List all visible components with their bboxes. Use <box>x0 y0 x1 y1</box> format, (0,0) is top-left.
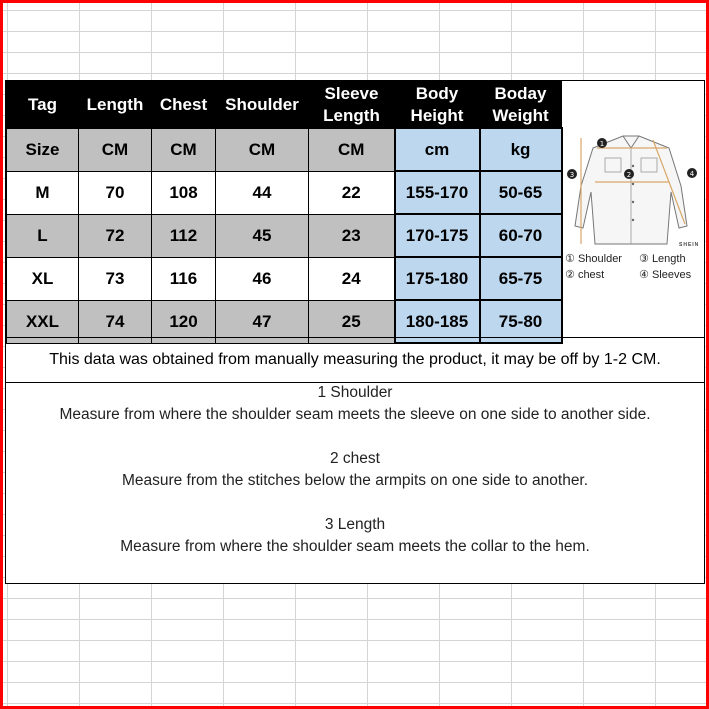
instruction-shoulder <box>6 382 704 426</box>
table-cell: 116 <box>152 257 216 300</box>
header-tag: Tag <box>7 82 79 129</box>
unit-cell: CM <box>309 128 395 171</box>
table-cell: 180-185 <box>395 300 480 343</box>
unit-cell: CM <box>216 128 309 171</box>
table-row <box>7 171 562 214</box>
legend-sleeves: ④ Sleeves <box>639 269 692 281</box>
instruction-title: 3 Length <box>324 516 386 533</box>
table-cell: 120 <box>152 300 216 343</box>
table-cell: L <box>7 214 79 257</box>
table-cell: 70 <box>79 171 152 214</box>
table-cell: 25 <box>309 300 395 343</box>
svg-text:3: 3 <box>569 171 575 179</box>
svg-text:4: 4 <box>689 170 695 178</box>
header-shoulder: Shoulder <box>216 82 309 129</box>
header-length: Length <box>79 82 152 129</box>
table-cell: 24 <box>309 257 395 300</box>
table-cell: 112 <box>152 214 216 257</box>
unit-cell: kg <box>480 128 562 171</box>
header-chest: Chest <box>152 82 216 129</box>
table-cell: 44 <box>216 171 309 214</box>
measuring-instructions <box>6 382 704 580</box>
instruction-chest <box>6 448 704 492</box>
svg-text:2: 2 <box>626 171 632 179</box>
table-cell: 155-170 <box>395 171 480 214</box>
size-table <box>6 81 563 344</box>
header-body-weight: Boday Weight <box>480 82 562 129</box>
unit-cell: cm <box>395 128 480 171</box>
unit-cell: CM <box>79 128 152 171</box>
table-cell: 23 <box>309 214 395 257</box>
table-cell: 65-75 <box>480 257 562 300</box>
table-row <box>7 257 562 300</box>
table-cell: 50-65 <box>480 171 562 214</box>
svg-text:1: 1 <box>599 140 605 148</box>
measurement-disclaimer: This data was obtained from manually measuring the product, it may be off by 1-2 CM. <box>6 337 704 383</box>
brand-label: SHEIN <box>679 242 700 248</box>
table-cell: 60-70 <box>480 214 562 257</box>
table-cell: M <box>7 171 79 214</box>
table-cell: 22 <box>309 171 395 214</box>
table-cell: 72 <box>79 214 152 257</box>
instruction-text: Measure from where the shoulder seam meets the collar to the hem. <box>120 538 590 555</box>
instruction-text: Measure from where the shoulder seam meets the sleeve on one side to another side. <box>59 406 651 423</box>
table-cell: XL <box>7 257 79 300</box>
table-cell: 45 <box>216 214 309 257</box>
header-body-height: Body Height <box>395 82 480 129</box>
unit-cell: Size <box>7 128 79 171</box>
table-cell: 75-80 <box>480 300 562 343</box>
legend-chest: ② chest <box>565 269 605 281</box>
unit-cell: CM <box>152 128 216 171</box>
size-chart-sheet <box>5 80 705 584</box>
table-cell: 175-180 <box>395 257 480 300</box>
table-cell: 46 <box>216 257 309 300</box>
legend-shoulder: ① Shoulder <box>565 253 622 265</box>
table-cell: 73 <box>79 257 152 300</box>
table-unit-row <box>7 128 562 171</box>
table-cell: 47 <box>216 300 309 343</box>
table-row <box>7 214 562 257</box>
shirt-icon <box>561 126 701 251</box>
instruction-title: 2 chest <box>330 450 380 467</box>
instruction-title: 1 Shoulder <box>317 384 393 401</box>
header-sleeve-length: Sleeve Length <box>309 82 395 129</box>
instruction-text: Measure from the stitches below the armpits on one side to another. <box>121 472 589 489</box>
table-header-row <box>7 82 562 129</box>
legend-length: ③ Length <box>639 253 686 265</box>
shirt-measurement-diagram <box>561 126 701 281</box>
instruction-length <box>6 514 704 558</box>
table-cell: XXL <box>7 300 79 343</box>
table-cell: 74 <box>79 300 152 343</box>
table-cell: 170-175 <box>395 214 480 257</box>
table-cell: 108 <box>152 171 216 214</box>
